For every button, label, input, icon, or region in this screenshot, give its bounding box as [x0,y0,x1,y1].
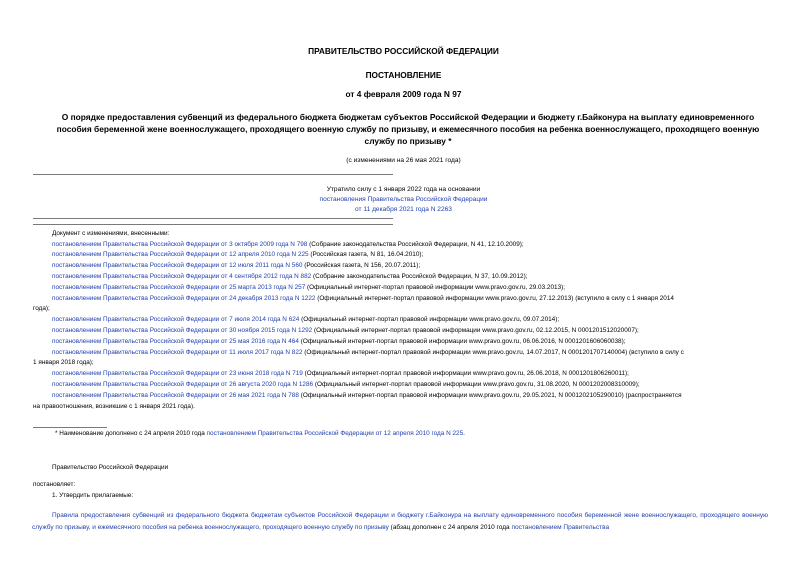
amendment-source: (Официальный интернет-портал правовой информации www.pravo.gov.ru, 26.06.2018, N 0001201806260011); [302,370,629,378]
amendment-item [52,369,629,378]
amendment-item [52,294,674,303]
amendment-source: (Российская газета, N 156, 20.07.2011); [302,262,421,270]
divider [33,224,393,225]
rules-note-link[interactable]: постановлением Правительства [511,523,610,531]
amendment-source: (Собрание законодательства Российской Федерации, N 41, 12.10.2009); [307,240,524,248]
rules-note: (абзац дополнен с 24 апреля 2010 года [388,523,512,531]
amendment-item [52,391,682,400]
amendment-link[interactable]: постановлением Правительства Российской Федерации от 7 июля 2014 года N 624 [52,316,300,324]
amendments-intro: Документ с изменениями, внесенными: [52,230,170,237]
amendment-link[interactable]: постановлением Правительства Российской Федерации от 25 марта 2013 года N 257 [52,283,306,291]
expired-link-2[interactable]: от 11 декабря 2021 года N 2263 [355,206,452,213]
amendment-continuation: 1 января 2018 года); [33,359,94,367]
org-heading: ПРАВИТЕЛЬСТВО РОССИЙСКОЙ ФЕДЕРАЦИИ [308,46,499,56]
amendment-source: (Официальный интернет-портал правовой информации www.pravo.gov.ru, 09.07.2014); [299,316,560,324]
amendment-source: (Официальный интернет-портал правовой информации www.pravo.gov.ru, 29.03.2013); [305,283,566,291]
amendment-link[interactable]: постановлением Правительства Российской Федерации от 11 июля 2017 года N 822 [52,348,303,356]
rules-link[interactable]: Правила предоставления субвенций из федерального бюджета бюджетам субъектов Российской Федерации и бюджету г.Байконура на выплату единовременного пособия беременной жене военнослужащего, проходящего военную службу по призыву, и ежемесячного пособия на ребенка военнослужащего, проходящего военную службу по призыву [32,512,768,531]
amendment-item [52,348,684,357]
amendment-continuation: на правоотношения, возникшие с 1 января 2021 года). [33,402,195,410]
amendment-item [52,261,420,270]
amendment-link[interactable]: постановлением Правительства Российской Федерации от 23 июня 2018 года N 719 [52,370,303,378]
amendment-link[interactable]: постановлением Правительства Российской Федерации от 12 июля 2011 года N 560 [52,262,303,270]
expired-link-1[interactable]: постановления Правительства Российской Федерации [319,196,488,203]
amendment-link[interactable]: постановлением Правительства Российской Федерации от 30 ноября 2015 года N 1292 [52,326,313,334]
amendment-source: (Собрание законодательства Российской Федерации, N 37, 10.09.2012); [311,272,528,280]
footnote-text: * Наименование дополнено с 24 апреля 2010 года [55,430,207,437]
expired-text: Утратило силу с 1 января 2022 года на основании [326,186,481,193]
item-1-text: 1. Утвердить прилагаемые: [52,492,134,499]
amendment-source: (Официальный интернет-портал правовой информации www.pravo.gov.ru, 31.08.2020, N 0001202008310009); [313,380,640,388]
amendment-link[interactable]: постановлением Правительства Российской Федерации от 26 мая 2021 года N 788 [52,391,299,399]
amendment-link[interactable]: постановлением Правительства Российской Федерации от 26 августа 2020 года N 1286 [52,380,314,388]
amendment-item [52,272,528,281]
amendment-link[interactable]: постановлением Правительства Российской Федерации от 12 апреля 2010 года N 225 [52,251,309,259]
rules-paragraph [32,510,768,533]
footnote-divider [33,427,107,428]
amendment-item [52,326,639,335]
amendment-item [52,250,423,259]
amendment-item [52,337,626,346]
amendment-source: (Официальный интернет-портал правовой информации www.pravo.gov.ru, 14.07.2017, N 0001201707140004) (вступило в силу с [302,348,684,356]
amendment-link[interactable]: постановлением Правительства Российской Федерации от 24 декабря 2013 года N 1222 [52,294,316,302]
amendment-item [52,315,559,324]
gov-text: Правительство Российской Федерации [52,464,169,471]
amendment-source: (Официальный интернет-портал правовой информации www.pravo.gov.ru, 02.12.2015, N 0001201512020007); [312,326,639,334]
amendment-source: (Официальный интернет-портал правовой информации www.pravo.gov.ru, 29.05.2021, N 0001202105290010) (распространяется [298,391,682,399]
divider [33,174,393,175]
divider [33,218,393,219]
amendment-item [52,283,565,292]
amendment-source: (Российская газета, N 81, 16.04.2010); [308,251,424,259]
amendment-source: (Официальный интернет-портал правовой информации www.pravo.gov.ru, 27.12.2013) (вступило в силу с 1 января 2014 [315,294,674,302]
footnote-end: . [463,430,465,437]
amendment-item [52,380,640,389]
amendment-link[interactable]: постановлением Правительства Российской Федерации от 25 мая 2016 года N 464 [52,337,299,345]
document-title: О порядке предоставления субвенций из федерального бюджета бюджетам субъектов Российской Федерации и бюджету г.Байконура на выплату единовременного пособия беременной жене военнослужащего, проходящего военную службу по призыву, и ежемесячного пособия на ребенка военнослужащего, проходящего военную службу по призыву * [56,112,760,146]
doc-type-heading: ПОСТАНОВЛЕНИЕ [365,70,442,80]
footnote [55,429,465,438]
amendment-continuation: года); [33,305,50,313]
amendment-link[interactable]: постановлением Правительства Российской Федерации от 3 октября 2009 года N 798 [52,240,308,248]
changes-note: (с изменениями на 26 мая 2021 года) [346,157,461,164]
amendment-item [52,240,524,249]
date-number-heading: от 4 февраля 2009 года N 97 [345,89,462,99]
amendment-link[interactable]: постановлением Правительства Российской Федерации от 4 сентября 2012 года N 882 [52,272,312,280]
footnote-link[interactable]: постановлением Правительства Российской Федерации от 12 апреля 2010 года N 225 [206,430,464,437]
decrees-text: постановляет: [33,481,76,488]
amendment-source: (Официальный интернет-портал правовой информации www.pravo.gov.ru, 06.06.2016, N 0001201606060038); [298,337,626,345]
